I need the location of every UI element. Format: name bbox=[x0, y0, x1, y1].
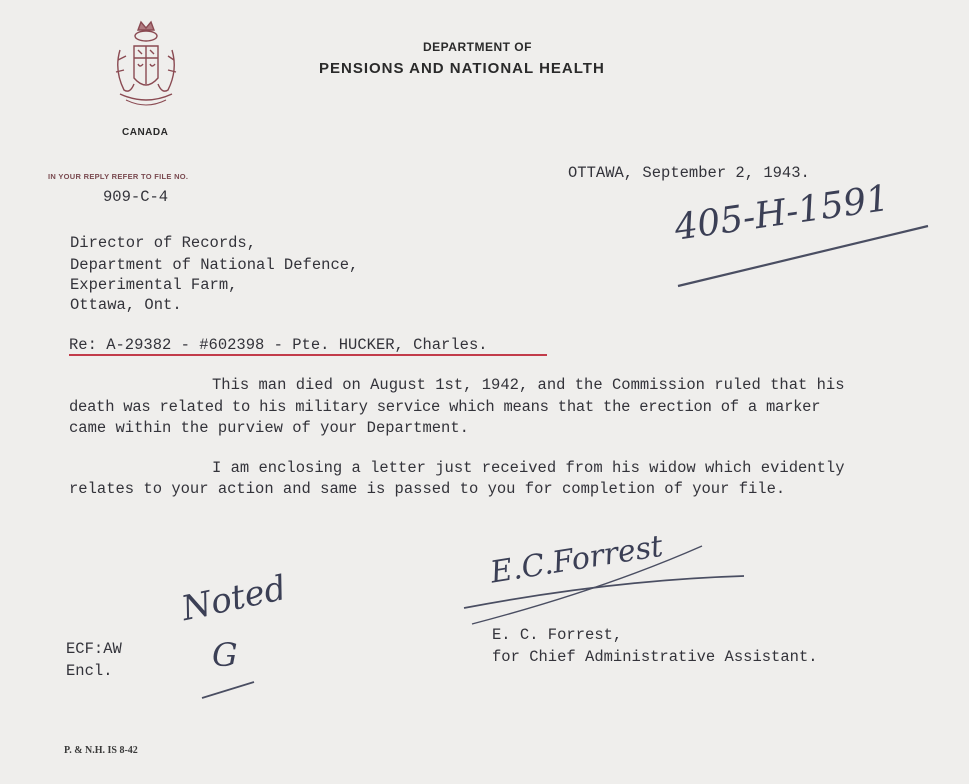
signature-script: E.C.Forrest bbox=[488, 528, 666, 591]
letterhead-dept-line2: PENSIONS AND NATIONAL HEALTH bbox=[319, 60, 605, 77]
handwritten-file-number: 405-H-1591 bbox=[672, 177, 892, 249]
dateline: OTTAWA, September 2, 1943. bbox=[568, 164, 810, 182]
subject-line: Re: A-29382 - #602398 - Pte. HUCKER, Charles. bbox=[69, 336, 488, 354]
signatory-title: for Chief Administrative Assistant. bbox=[492, 648, 818, 666]
letterhead-country: CANADA bbox=[122, 127, 169, 138]
letterhead-dept-line1: DEPARTMENT OF bbox=[423, 40, 532, 54]
body-p1-line-3: came within the purview of your Department. bbox=[69, 419, 469, 437]
body-p2-line-2: relates to your action and same is passed to you for completion of your file. bbox=[69, 480, 786, 498]
body-p2-line-1: I am enclosing a letter just received from his widow which evidently bbox=[212, 459, 845, 477]
noted-annotation: Noted bbox=[178, 568, 290, 630]
body-p1-line-1: This man died on August 1st, 1942, and the Commission ruled that his bbox=[212, 376, 845, 394]
subject-red-underline bbox=[69, 354, 547, 356]
file-number: 909-C-4 bbox=[103, 188, 169, 206]
form-number: P. & N.H. IS 8-42 bbox=[64, 745, 138, 756]
file-prompt: IN YOUR REPLY REFER TO FILE NO. bbox=[48, 172, 189, 181]
enclosure-note: Encl. bbox=[66, 662, 113, 680]
addressee-line-2: Department of National Defence, bbox=[70, 256, 359, 274]
handwritten-underline bbox=[676, 222, 930, 292]
reference-initials: ECF:AW bbox=[66, 640, 122, 658]
addressee-line-1: Director of Records, bbox=[70, 234, 257, 252]
noted-underline bbox=[200, 678, 256, 702]
addressee-line-3: Experimental Farm, bbox=[70, 276, 238, 294]
addressee-line-4: Ottawa, Ont. bbox=[70, 296, 182, 314]
coat-of-arms-crest-icon bbox=[110, 20, 182, 120]
signature-flourish bbox=[462, 540, 752, 630]
signatory-name: E. C. Forrest, bbox=[492, 626, 623, 644]
body-p1-line-2: death was related to his military service which means that the erection of a marker bbox=[69, 398, 821, 416]
noted-initial: G bbox=[212, 636, 238, 674]
